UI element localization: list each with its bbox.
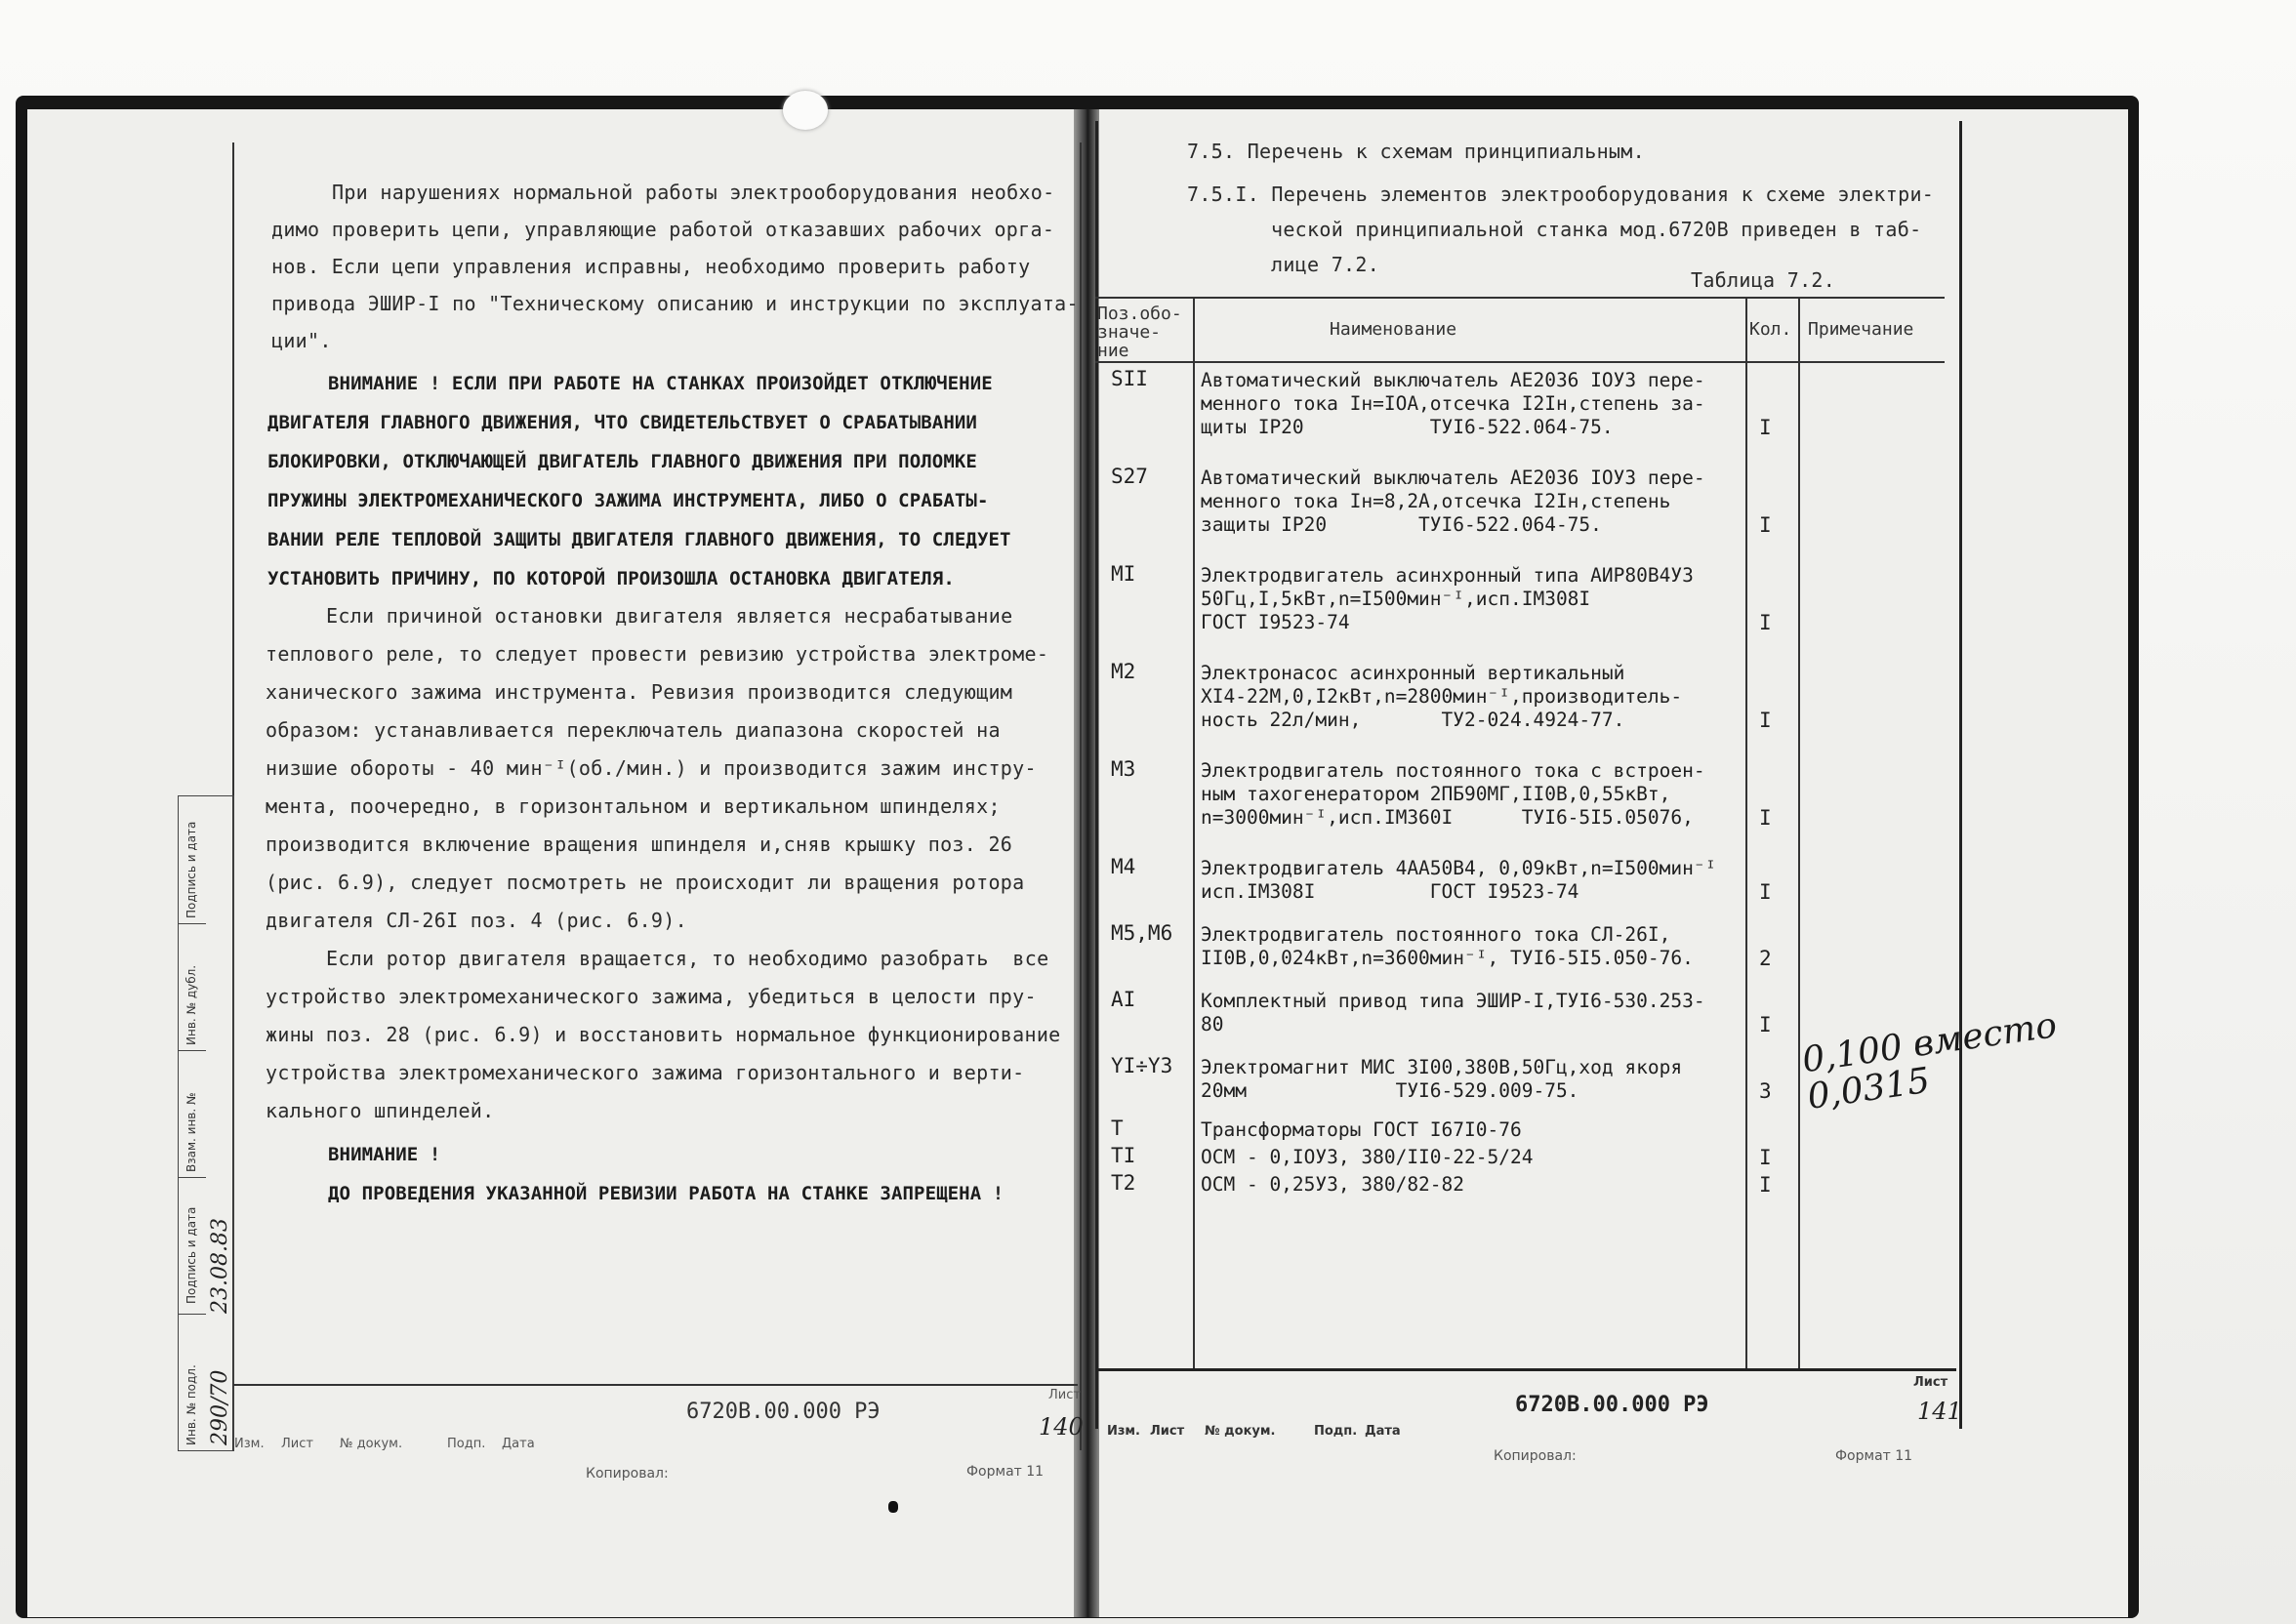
sheet-label: Лист [1048, 1388, 1081, 1402]
text-line: ВНИМАНИЕ ! [328, 1144, 441, 1165]
row-name: Электродвигатель постоянного тока с встроен- ным тахогенератором 2ПБ90МГ,II0В,0,55кВт, n=3000мин⁻ᴵ,исп.IМ360I ТУI6-5I5.05076, [1201, 759, 1705, 829]
text-line: ДО ПРОВЕДЕНИЯ УКАЗАННОЙ РЕВИЗИИ РАБОТА НА СТАНКЕ ЗАПРЕЩЕНА ! [328, 1183, 1004, 1204]
row-designation: M4 [1111, 855, 1136, 878]
left-footer-copied: Копировал: [586, 1466, 669, 1482]
row-name: ОСМ - 0,IОУЗ, 380/II0-22-5/24 [1201, 1146, 1534, 1168]
text-line: При нарушениях нормальной работы электрооборудования необхо- [332, 181, 1055, 204]
row-name: Комплектный привод типа ЭШИР-I,ТУI6-530.253- 80 [1201, 990, 1705, 1035]
row-designation: M2 [1111, 660, 1136, 683]
header-designation: Поз.обо- значе- ние [1097, 304, 1182, 361]
side-label: Инв. № подл. [184, 1364, 198, 1445]
row-name: Электродвигатель асинхронный типа АИР80В4УЗ 50Гц,I,5кВт,n=I500мин⁻ᴵ,исп.IМ308I ГОСТ I9523-74 [1201, 564, 1694, 633]
row-name: ОСМ - 0,25УЗ, 380/82-82 [1201, 1173, 1465, 1196]
row-designation: M5,M6 [1111, 921, 1173, 945]
table-caption: Таблица 7.2. [1691, 268, 1836, 292]
right-title-block [1095, 1368, 1956, 1443]
row-qty: I [1759, 880, 1772, 904]
row-designation: T [1111, 1116, 1124, 1140]
text-line: устройства электромеханического зажима горизонтального и верти- [266, 1061, 1025, 1084]
row-qty: I [1759, 709, 1772, 732]
row-name: Электромагнит МИС 3I00,380В,50Гц,ход якоря 20мм ТУI6-529.009-75. [1201, 1056, 1683, 1102]
text-line: жины поз. 28 (рис. 6.9) и восстановить нормальное функционирование [266, 1023, 1061, 1046]
text-line: низшие обороты - 40 мин⁻ᴵ(об./мин.) и производится зажим инстру- [266, 756, 1037, 780]
text-line: кального шпинделей. [266, 1099, 495, 1122]
text-line: лице 7.2. [1271, 253, 1380, 276]
stamp-label: Дата [502, 1437, 535, 1451]
stamp-label: Подп. [447, 1437, 486, 1451]
side-label: Инв. № дубл. [184, 964, 198, 1045]
side-label: Подпись и дата [184, 1206, 198, 1304]
text-line: (рис. 6.9), следует посмотреть не происходит ли вращения ротора [266, 871, 1025, 894]
row-designation: YI÷Y3 [1111, 1054, 1173, 1077]
left-title-block [232, 1384, 1081, 1452]
left-page-number: 140 [1039, 1413, 1084, 1441]
text-line: образом: устанавливается переключатель диапазона скоростей на [266, 718, 1001, 742]
text-line: 7.5.I. Перечень элементов электрооборудования к схеме электри- [1187, 183, 1935, 206]
text-line: теплового реле, то следует провести ревизию устройства электроме- [266, 642, 1049, 666]
text-line: УСТАНОВИТЬ ПРИЧИНУ, ПО КОТОРОЙ ПРОИЗОШЛА ОСТАНОВКА ДВИГАТЕЛЯ. [267, 568, 955, 589]
stamp-label: Лист [281, 1437, 313, 1451]
text-line: ВНИМАНИЕ ! ЕСЛИ ПРИ РАБОТЕ НА СТАНКАХ ПРОИЗОЙДЕТ ОТКЛЮЧЕНИЕ [328, 373, 993, 394]
right-doc-code: 6720В.00.000 РЭ [1515, 1393, 1709, 1417]
row-qty: 3 [1759, 1079, 1772, 1103]
section-heading: 7.5. Перечень к схемам принципиальным. [1187, 140, 1645, 163]
text-line: устройство электромеханического зажима, убедиться в целости пру- [266, 985, 1037, 1008]
stamp-label: № докум. [340, 1437, 403, 1451]
row-name: Электродвигатель постоянного тока СЛ-26I, II0В,0,024кВт,n=3600мин⁻ᴵ, ТУI6-5I5.050-76. [1201, 923, 1694, 969]
row-qty: I [1759, 611, 1772, 634]
row-designation: MI [1111, 562, 1136, 586]
row-name: Автоматический выключатель АЕ2036 IОУЗ пере- менного тока Iн=IОА,отсечка I2Iн,степень за- щиты IР20 ТУI6-522.064-75. [1201, 369, 1705, 438]
text-line: ции". [271, 329, 332, 352]
table-col-divider [1193, 297, 1195, 1370]
row-designation: SII [1111, 367, 1148, 390]
text-line: производится включение вращения шпинделя и,сняв крышку поз. 26 [266, 832, 1013, 856]
right-footer-format: Формат 11 [1835, 1448, 1913, 1464]
left-side-stamp-column [178, 795, 234, 1451]
text-line: ДВИГАТЕЛЯ ГЛАВНОГО ДВИЖЕНИЯ, ЧТО СВИДЕТЕЛЬСТВУЕТ О СРАБАТЫВАНИИ [267, 412, 977, 433]
side-label: Взам. инв. № [184, 1092, 198, 1172]
row-qty: I [1759, 1013, 1772, 1036]
stamp-label: Лист [1150, 1424, 1185, 1439]
sheet-label: Лист [1913, 1375, 1948, 1390]
row-name: Электродвигатель 4АА50В4, 0,09кВт,n=I500мин⁻ᴵ исп.IМ308I ГОСТ I9523-74 [1201, 857, 1717, 903]
text-line: нов. Если цепи управления исправны, необходимо проверить работу [271, 255, 1031, 278]
text-line: Если ротор двигателя вращается, то необходимо разобрать все [326, 947, 1049, 970]
row-qty: 2 [1759, 947, 1772, 970]
table-col-divider [1798, 297, 1800, 1370]
row-qty: I [1759, 806, 1772, 830]
stamp-label: № докум. [1205, 1424, 1276, 1439]
stamp-label: Изм. [1107, 1424, 1140, 1439]
text-line: ханического зажима инструмента. Ревизия производится следующим [266, 680, 1013, 704]
elements-table [1095, 297, 1945, 1370]
text-line: ПРУЖИНЫ ЭЛЕКТРОМЕХАНИЧЕСКОГО ЗАЖИМА ИНСТРУМЕНТА, ЛИБО О СРАБАТЫ- [267, 490, 989, 511]
text-line: Если причиной остановки двигателя является несрабатывание [326, 604, 1013, 628]
side-handwriting-number: 290/70 [208, 1369, 232, 1445]
row-qty: I [1759, 1173, 1772, 1197]
text-line: двигателя СЛ-26I поз. 4 (рис. 6.9). [266, 909, 687, 932]
row-designation: AI [1111, 988, 1136, 1011]
left-doc-code: 6720В.00.000 РЭ [686, 1400, 881, 1424]
stamp-label: Подп. [1314, 1424, 1358, 1439]
left-footer-format: Формат 11 [966, 1464, 1045, 1480]
row-designation: S27 [1111, 465, 1148, 488]
text-line: БЛОКИРОВКИ, ОТКЛЮЧАЮЩЕЙ ДВИГАТЕЛЬ ГЛАВНОГО ДВИЖЕНИЯ ПРИ ПОЛОМКЕ [267, 451, 977, 472]
row-name: Автоматический выключатель АЕ2036 IОУЗ пере- менного тока Iн=8,2А,отсечка I2Iн,степень защиты IР20 ТУI6-522.064-75. [1201, 467, 1705, 536]
ink-blot [888, 1501, 898, 1513]
row-designation: M3 [1111, 757, 1136, 781]
header-name: Наименование [1330, 319, 1457, 340]
row-designation: T2 [1111, 1171, 1136, 1195]
row-qty: I [1759, 513, 1772, 537]
stamp-label: Изм. [234, 1437, 265, 1451]
punch-hole [783, 91, 828, 130]
right-page-number: 141 [1917, 1398, 1962, 1425]
row-qty: I [1759, 416, 1772, 439]
row-name: Трансформаторы ГОСТ I67I0-76 [1201, 1118, 1522, 1141]
table-col-divider [1745, 297, 1747, 1370]
right-footer-copied: Копировал: [1494, 1448, 1577, 1464]
side-label: Подпись и дата [184, 821, 198, 918]
text-line: ческой принципиальной станка мод.6720В приведен в таб- [1271, 218, 1922, 241]
header-note: Примечание [1808, 319, 1914, 340]
side-handwriting-date: 23.08.83 [208, 1218, 232, 1314]
text-line: привода ЭШИР-I по "Техническому описанию и инструкции по эксплуата- [271, 292, 1079, 315]
row-qty: I [1759, 1146, 1772, 1169]
stamp-label: Дата [1365, 1424, 1401, 1439]
header-qty: Кол. [1749, 319, 1792, 340]
text-line: мента, поочередно, в горизонтальном и вертикальном шпинделях; [266, 794, 1001, 818]
table-top-border [1095, 297, 1945, 299]
handwritten-note: 0,100 вместо 0,0315 [1799, 1005, 2060, 1117]
row-designation: TI [1111, 1144, 1136, 1167]
text-line: ВАНИИ РЕЛЕ ТЕПЛОВОЙ ЗАЩИТЫ ДВИГАТЕЛЯ ГЛАВНОГО ДВИЖЕНИЯ, ТО СЛЕДУЕТ [267, 529, 1011, 550]
text-line: димо проверить цепи, управляющие работой отказавших рабочих орга- [271, 218, 1055, 241]
table-header-border [1095, 361, 1945, 363]
row-name: Электронасос асинхронный вертикальный ХI4-22М,0,I2кВт,n=2800мин⁻ᴵ,производитель- ность 22л/мин, ТУ2-024.4924-77. [1201, 662, 1683, 731]
